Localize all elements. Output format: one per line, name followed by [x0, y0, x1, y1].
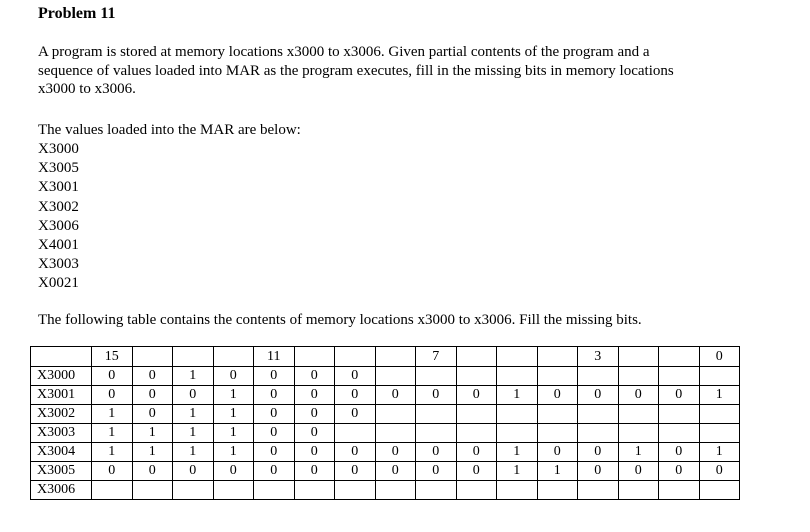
bit-cell[interactable]: [659, 424, 700, 443]
bit-cell[interactable]: 0: [132, 405, 173, 424]
mar-value: X3002: [38, 198, 79, 215]
memory-row: [31, 443, 740, 462]
bit-cell[interactable]: 0: [92, 462, 133, 481]
memory-row: [31, 367, 740, 386]
bit-cell[interactable]: [578, 481, 619, 500]
bit-cell[interactable]: [294, 481, 335, 500]
bit-cell[interactable]: 0: [335, 386, 376, 405]
bit-cell[interactable]: [497, 405, 538, 424]
bit-position-label: 7: [416, 347, 457, 367]
bit-cell[interactable]: [132, 481, 173, 500]
bit-cell[interactable]: [578, 424, 619, 443]
bit-cell[interactable]: [699, 367, 740, 386]
bit-cell[interactable]: [92, 481, 133, 500]
bit-cell[interactable]: [497, 424, 538, 443]
bit-cell[interactable]: 0: [456, 443, 497, 462]
bit-cell[interactable]: 1: [213, 424, 254, 443]
bit-cell[interactable]: [456, 405, 497, 424]
bit-position-label: [497, 347, 538, 367]
mar-value: X0021: [38, 275, 79, 292]
bit-cell[interactable]: 0: [294, 405, 335, 424]
bit-position-label: 15: [92, 347, 133, 367]
bit-cell[interactable]: 0: [456, 462, 497, 481]
bit-position-label: [456, 347, 497, 367]
memory-row: [31, 424, 740, 443]
bit-cell[interactable]: 0: [254, 424, 295, 443]
memory-row: [31, 386, 740, 405]
bit-cell[interactable]: 1: [699, 386, 740, 405]
bit-cell[interactable]: 0: [335, 405, 376, 424]
bit-position-label: [659, 347, 700, 367]
bit-position-label: [537, 347, 578, 367]
mar-value: X3003: [38, 256, 79, 273]
bit-cell[interactable]: 1: [497, 386, 538, 405]
bit-cell[interactable]: 0: [294, 443, 335, 462]
memory-address: X3002: [31, 405, 92, 424]
bit-cell[interactable]: 0: [173, 386, 214, 405]
bit-cell[interactable]: [416, 405, 457, 424]
bit-cell[interactable]: [456, 367, 497, 386]
bit-cell[interactable]: 0: [254, 443, 295, 462]
bit-cell[interactable]: [659, 367, 700, 386]
bit-cell[interactable]: 0: [132, 367, 173, 386]
bit-cell[interactable]: [659, 481, 700, 500]
bit-cell[interactable]: 1: [537, 462, 578, 481]
bit-cell[interactable]: 0: [537, 443, 578, 462]
mar-intro: The values loaded into the MAR are below:: [38, 122, 301, 138]
bit-cell[interactable]: 0: [578, 443, 619, 462]
memory-address: X3004: [31, 443, 92, 462]
mar-values-list: [38, 140, 79, 294]
bit-cell[interactable]: 0: [659, 443, 700, 462]
bit-cell[interactable]: 1: [92, 443, 133, 462]
bit-cell[interactable]: 0: [132, 386, 173, 405]
mar-value: X3005: [38, 160, 79, 177]
bit-cell[interactable]: [618, 405, 659, 424]
bit-position-label: [213, 347, 254, 367]
bit-cell[interactable]: 1: [497, 443, 538, 462]
mar-value: X3000: [38, 141, 79, 157]
bit-cell[interactable]: 0: [294, 367, 335, 386]
bit-cell[interactable]: [659, 405, 700, 424]
bit-cell[interactable]: [375, 367, 416, 386]
memory-address: X3000: [31, 367, 92, 386]
bit-position-label: [173, 347, 214, 367]
bit-position-label: [618, 347, 659, 367]
bit-cell[interactable]: 0: [659, 386, 700, 405]
memory-row: [31, 462, 740, 481]
bit-cell[interactable]: 0: [578, 462, 619, 481]
bit-cell[interactable]: 1: [699, 443, 740, 462]
bit-cell[interactable]: 1: [92, 424, 133, 443]
bit-cell[interactable]: 0: [375, 443, 416, 462]
bit-cell[interactable]: [618, 367, 659, 386]
description-line: sequence of values loaded into MAR as the program executes, fill in the missing bits in memory locations: [38, 62, 674, 79]
bit-cell[interactable]: [375, 424, 416, 443]
bit-cell[interactable]: 0: [335, 443, 376, 462]
bit-cell[interactable]: [699, 405, 740, 424]
bit-cell[interactable]: 0: [92, 367, 133, 386]
bit-cell[interactable]: 0: [416, 443, 457, 462]
bit-position-label: 3: [578, 347, 619, 367]
bit-cell[interactable]: 0: [173, 462, 214, 481]
bit-position-label: [294, 347, 335, 367]
bit-cell[interactable]: [618, 424, 659, 443]
bit-position-label: [31, 347, 92, 367]
mar-value: X3001: [38, 179, 79, 196]
bit-cell[interactable]: 0: [659, 462, 700, 481]
bit-cell[interactable]: 1: [213, 405, 254, 424]
bit-cell[interactable]: [375, 405, 416, 424]
bit-cell[interactable]: 0: [254, 386, 295, 405]
memory-address: X3005: [31, 462, 92, 481]
description-line: A program is stored at memory locations x3000 to x3006. Given partial contents of the program and a: [38, 44, 650, 60]
bit-cell[interactable]: 0: [375, 462, 416, 481]
bit-cell[interactable]: [497, 481, 538, 500]
mar-value: X4001: [38, 236, 79, 253]
bit-cell[interactable]: 0: [335, 367, 376, 386]
bit-cell[interactable]: [578, 367, 619, 386]
bit-cell[interactable]: 0: [254, 462, 295, 481]
mar-value: X3006: [38, 217, 79, 234]
memory-table-body: [31, 347, 740, 500]
bit-cell[interactable]: [456, 424, 497, 443]
bit-cell[interactable]: [537, 481, 578, 500]
bit-cell[interactable]: 1: [173, 367, 214, 386]
bit-cell[interactable]: 0: [456, 386, 497, 405]
bit-cell[interactable]: 1: [213, 443, 254, 462]
bit-cell[interactable]: 1: [173, 405, 214, 424]
bit-position-label: [132, 347, 173, 367]
bit-cell[interactable]: [213, 481, 254, 500]
bit-position-label: [375, 347, 416, 367]
bit-cell[interactable]: 0: [416, 386, 457, 405]
memory-contents-table: [30, 346, 740, 500]
bit-cell[interactable]: 0: [578, 386, 619, 405]
bit-cell[interactable]: 1: [173, 443, 214, 462]
bit-cell[interactable]: [456, 481, 497, 500]
bit-cell[interactable]: 0: [132, 462, 173, 481]
bit-cell[interactable]: 0: [335, 462, 376, 481]
bit-cell[interactable]: 0: [618, 462, 659, 481]
bit-cell[interactable]: 0: [254, 405, 295, 424]
bit-cell[interactable]: 0: [375, 386, 416, 405]
memory-address: X3003: [31, 424, 92, 443]
bit-cell[interactable]: 0: [537, 386, 578, 405]
bit-cell[interactable]: [416, 481, 457, 500]
bit-cell[interactable]: [416, 367, 457, 386]
bit-cell[interactable]: [699, 481, 740, 500]
bit-cell[interactable]: [578, 405, 619, 424]
memory-address: X3006: [31, 481, 92, 500]
bit-cell[interactable]: 0: [254, 367, 295, 386]
bit-position-label: [335, 347, 376, 367]
memory-row: [31, 405, 740, 424]
bit-cell[interactable]: 0: [213, 462, 254, 481]
memory-address: X3001: [31, 386, 92, 405]
bit-cell[interactable]: [335, 481, 376, 500]
problem-heading: Problem 11: [38, 5, 116, 22]
bit-cell[interactable]: [537, 424, 578, 443]
bit-cell[interactable]: [618, 481, 659, 500]
bit-cell[interactable]: 0: [294, 462, 335, 481]
bit-cell[interactable]: [537, 405, 578, 424]
bit-cell[interactable]: 1: [92, 405, 133, 424]
bit-cell[interactable]: 1: [497, 462, 538, 481]
bit-position-label: 0: [699, 347, 740, 367]
bit-cell[interactable]: [537, 367, 578, 386]
bit-position-label: 11: [254, 347, 295, 367]
bit-cell[interactable]: 1: [618, 443, 659, 462]
bit-cell[interactable]: [497, 367, 538, 386]
table-intro: The following table contains the contents of memory locations x3000 to x3006. Fill the missing bits.: [38, 312, 642, 328]
bit-cell[interactable]: 0: [699, 462, 740, 481]
bit-cell[interactable]: 0: [416, 462, 457, 481]
bit-cell[interactable]: 1: [132, 424, 173, 443]
bit-position-header-row: [31, 347, 740, 367]
bit-cell[interactable]: [699, 424, 740, 443]
memory-row: [31, 481, 740, 500]
bit-cell[interactable]: 0: [618, 386, 659, 405]
bit-cell[interactable]: 1: [173, 424, 214, 443]
bit-cell[interactable]: 0: [294, 424, 335, 443]
bit-cell[interactable]: 1: [132, 443, 173, 462]
bit-cell[interactable]: 0: [294, 386, 335, 405]
description-line: x3000 to x3006.: [38, 81, 136, 97]
bit-cell[interactable]: [375, 481, 416, 500]
problem-description: [38, 43, 783, 99]
bit-cell[interactable]: 0: [213, 367, 254, 386]
bit-cell[interactable]: [254, 481, 295, 500]
bit-cell[interactable]: [173, 481, 214, 500]
bit-cell[interactable]: [416, 424, 457, 443]
bit-cell[interactable]: 0: [92, 386, 133, 405]
bit-cell[interactable]: 1: [213, 386, 254, 405]
bit-cell[interactable]: [335, 424, 376, 443]
